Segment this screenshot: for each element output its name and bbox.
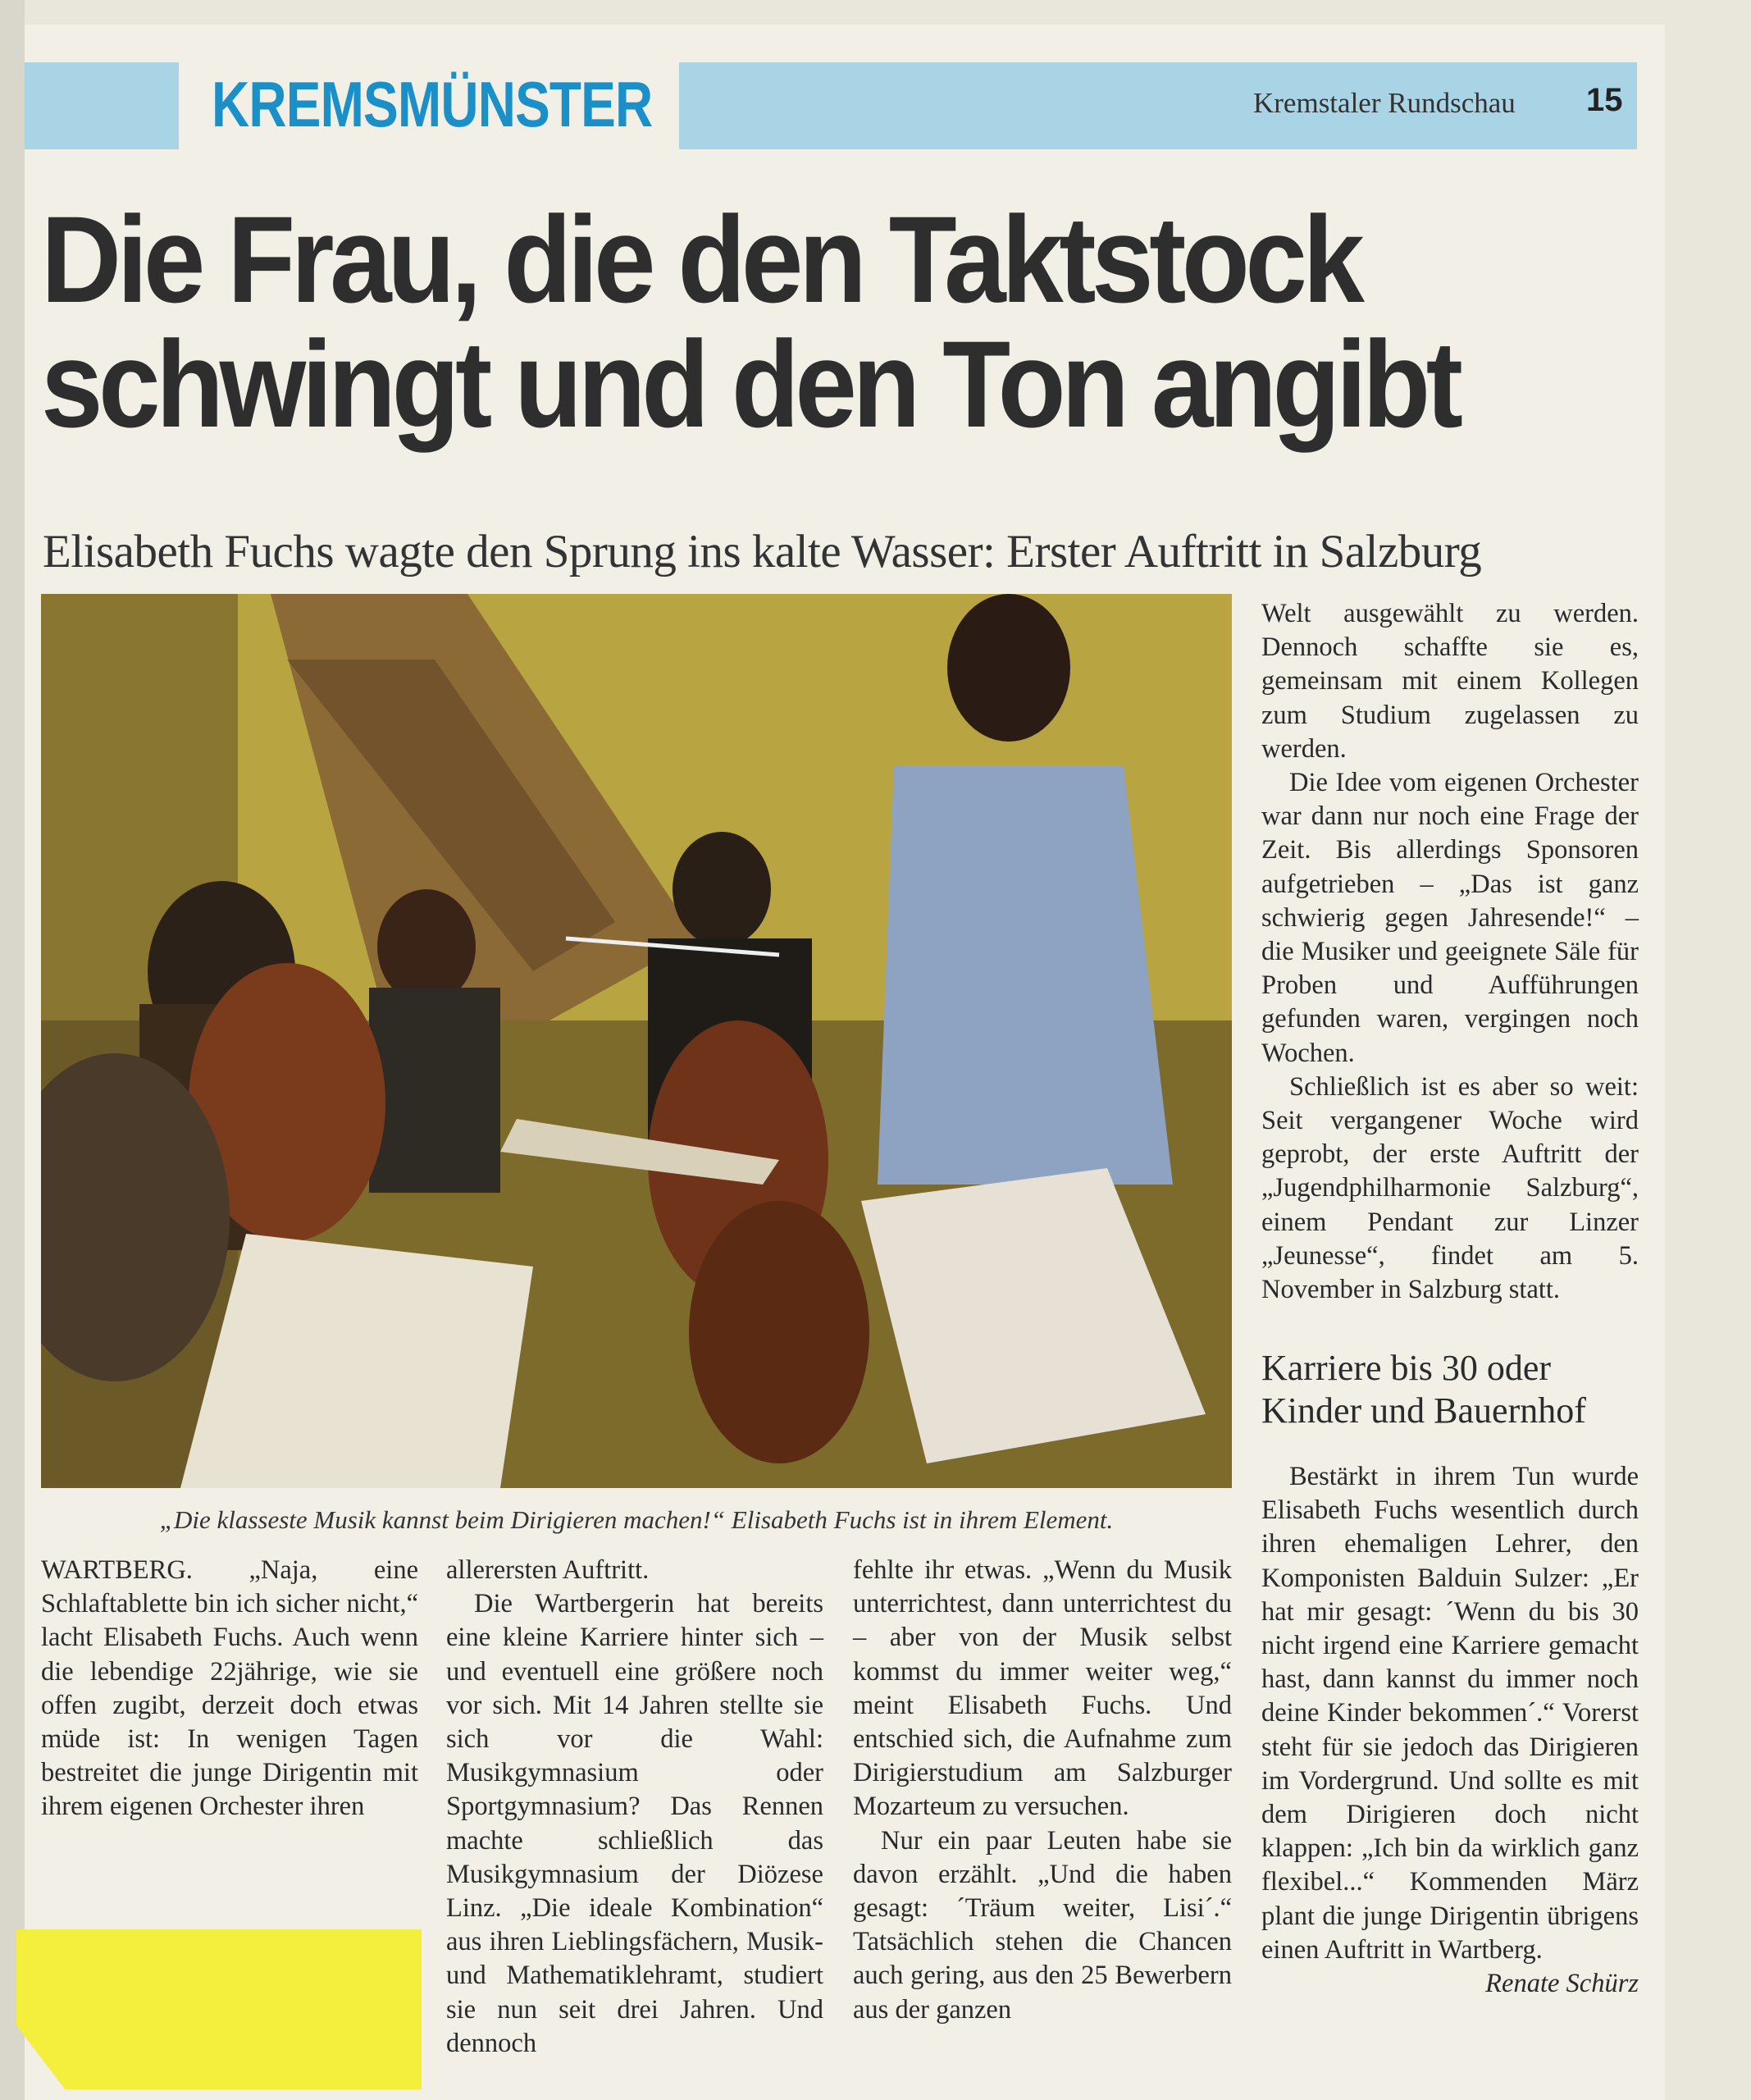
column-2-paragraph-1: allerersten Auftritt. xyxy=(446,1555,650,1585)
column-2-paragraph-2: Die Wartbergerin hat bereits eine kleine Karriere hinter sich – und eventuell eine größere noch vor sich. Mit 14 Jahren stellte sie sich vor die Wahl: Musikgymnasium oder Sportgymnasium? Das Rennen machte schließlich das Musikgymnasium der Diözese Linz. „Die ideale Kombination“ aus ihren Lieblingsfächern, Musik- und Mathematiklehramt, studiert sie nun seit drei Jahren. Und dennoch xyxy=(446,1589,823,2058)
conductor-orchestra-photo xyxy=(41,594,1232,1488)
page-number: 15 xyxy=(1586,82,1623,118)
column-4-paragraph-1: Welt ausgewählt zu werden. Dennoch schaffte sie es, gemeinsam mit einem Kollegen zum Studium zugelassen zu werden. xyxy=(1261,599,1639,764)
column-1-paragraph-1: WARTBERG. „Naja, eine Schlaftablette bin ich sicher nicht,“ lacht Elisabeth Fuchs. Auch wenn die lebendige 22jährige, wie sie offen zugibt, derzeit doch etwas müde ist: In wenigen Tagen bestreitet die junge Dirigentin mit ihrem eigenen Orchester ihren xyxy=(41,1555,418,1822)
scan-margin xyxy=(0,0,25,2100)
column-3-paragraph-2: Nur ein paar Leuten habe sie davon erzählt. „Und die haben gesagt: ´Träum weiter, Lisi´.“ Tatsächlich stehen die Chancen auch gering, aus den 25 Bewerbern aus der ganzen xyxy=(853,1825,1232,2025)
subheadline: Elisabeth Fuchs wagte den Sprung ins kalte Wasser: Erster Auftritt in Salzburg xyxy=(43,526,1482,578)
column-3-paragraph-1: fehlte ihr etwas. „Wenn du Musik unterrichtest, dann unterrichtest du – aber von der Musik selbst kommst du immer weiter weg,“ meint Elisabeth Fuchs. Und entschied sich, die Aufnahme zum Dirigierstudium am Salzburger Mozarteum zu versuchen. xyxy=(853,1555,1232,1822)
column-4-bottom xyxy=(1261,1460,1639,2001)
section-title: KREMSMÜNSTER xyxy=(212,68,653,140)
column-4-paragraph-4-text: Bestärkt in ihrem Tun wurde Elisabeth Fuchs wesentlich durch ihren ehemaligen Lehrer, den Komponisten Balduin Sulzer: „Er hat mir gesagt: ´Wenn du bis 30 nicht irgend eine Karriere gemacht hast, dann kannst du immer noch deine Kinder bekommen´.“ Vorerst steht für sie jedoch das Dirigieren im Vordergrund. Und sollte es mit dem Dirigieren doch nicht klappen: „Ich bin da wirklich ganz flexibel...“ Kommenden März plant die junge Dirigentin übrigens einen Auftritt in Wartberg. xyxy=(1261,1462,1639,1965)
author-byline: Renate Schürz xyxy=(1485,1969,1639,1999)
headline-line-2: schwingt und den Ton angibt xyxy=(41,315,1459,453)
column-4-paragraph-4 xyxy=(1261,1460,1639,1999)
article-photo xyxy=(41,594,1232,1488)
header-banner-left xyxy=(25,62,179,149)
headline xyxy=(41,190,1496,453)
article-subheading: Karriere bis 30 oder Kinder und Bauernhof xyxy=(1261,1348,1586,1431)
photo-caption: „Die klasseste Musik kannst beim Dirigieren machen!“ Elisabeth Fuchs ist in ihrem Element. xyxy=(159,1505,1114,1534)
column-4-paragraph-3: Schließlich ist es aber so weit: Seit vergangener Woche wird geprobt, der erste Auftritt der „Jugendphilharmonie Salzburg“, einem Pendant zur Linzer „Jeunesse“, findet am 5. November in Salzburg statt. xyxy=(1261,1071,1639,1305)
highlighter-mark xyxy=(16,1929,422,2089)
column-4-paragraph-2: Die Idee vom eigenen Orchester war dann nur noch eine Frage der Zeit. Bis allerdings Sponsoren aufgetrieben – „Das ist ganz schwierig gegen Jahresende!“ – die Musiker und geeignete Säle für Proben und Aufführungen gefunden waren, vergingen noch Wochen. xyxy=(1261,768,1639,1068)
column-2 xyxy=(446,1554,823,2061)
newspaper-name: Kremstaler Rundschau xyxy=(1253,87,1516,119)
column-1 xyxy=(41,1554,418,1824)
column-4-top xyxy=(1261,597,1639,1307)
column-3 xyxy=(853,1554,1232,2027)
headline-line-1: Die Frau, die den Taktstock xyxy=(41,190,1361,328)
